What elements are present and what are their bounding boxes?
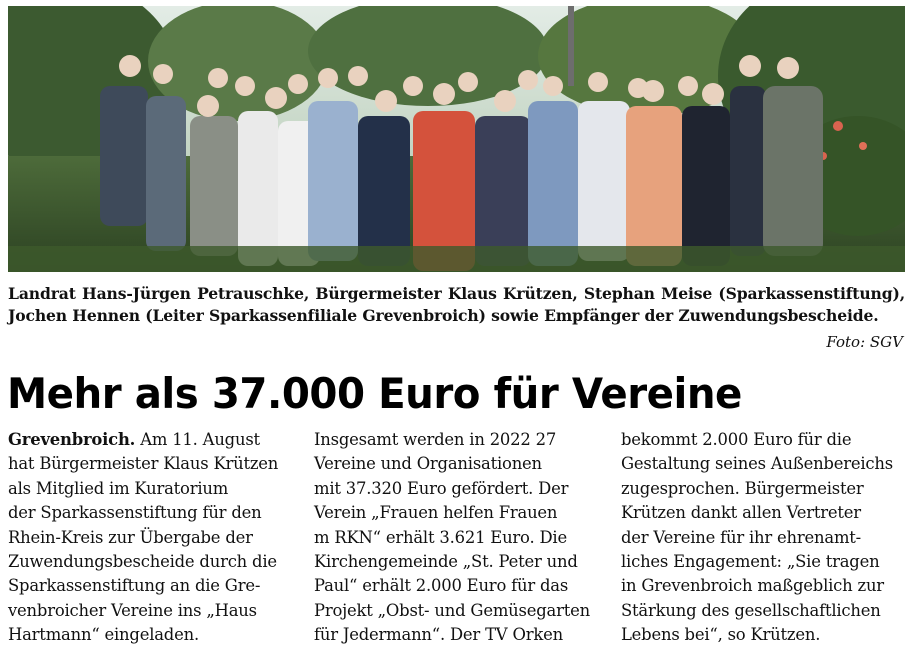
column-line: Verein „Frauen helfen Frauen bbox=[314, 503, 558, 523]
column-line: Gestaltung seines Außenbereichs bbox=[621, 454, 893, 474]
column-line: hat Bürgermeister Klaus Krützen bbox=[8, 454, 279, 474]
column-line: der Sparkassenstiftung für den bbox=[8, 503, 262, 523]
group-photo bbox=[8, 6, 905, 272]
article-column-3 bbox=[621, 428, 911, 648]
photo-credit: Foto: SGV bbox=[826, 333, 903, 351]
article-column-2 bbox=[314, 428, 604, 648]
column-line: als Mitglied im Kuratorium bbox=[8, 478, 229, 498]
column-line: Zuwendungsbescheide durch die bbox=[8, 552, 277, 572]
column-line: Kirchengemeinde „St. Peter und bbox=[314, 552, 578, 572]
column-line: bekommt 2.000 Euro für die bbox=[621, 430, 852, 449]
column-line: liches Engagement: „Sie tragen bbox=[621, 552, 880, 572]
column-line: zugesprochen. Bürgermeister bbox=[621, 478, 864, 498]
column-line: Sparkassenstiftung an die Gre- bbox=[8, 576, 261, 596]
caption-text: Landrat Hans-Jürgen Petrauschke, Bürgermeister Klaus Krützen, Stephan Meise (Sparkassenstiftung), Jochen Hennen (Leiter Sparkassenfiliale Grevenbroich) sowie Empfänger der Zuwendungsbescheide. bbox=[8, 284, 905, 325]
article-column-1 bbox=[8, 428, 298, 648]
column-line: venbroicher Vereine ins „Haus bbox=[8, 600, 257, 620]
column-line: Rhein-Kreis zur Übergabe der bbox=[8, 527, 253, 547]
column-line: Projekt „Obst- und Gemüsegarten bbox=[314, 600, 590, 620]
column-line: Stärkung des gesellschaftlichen bbox=[621, 600, 881, 620]
column-line: m RKN“ erhält 3.621 Euro. Die bbox=[314, 527, 567, 547]
column-line: der Vereine für ihr ehrenamt- bbox=[621, 527, 862, 547]
column-line: für Jedermann“. Der TV Orken bbox=[314, 625, 563, 645]
column-line bbox=[8, 428, 298, 452]
column-line: Insgesamt werden in 2022 27 bbox=[314, 430, 557, 449]
column-line: Paul“ erhält 2.000 Euro für das bbox=[314, 576, 569, 596]
column-line: Vereine und Organisationen bbox=[314, 454, 542, 474]
column-line: Hartmann“ eingeladen. bbox=[8, 625, 199, 645]
photo-caption bbox=[8, 283, 905, 327]
column-line: mit 37.320 Euro gefördert. Der bbox=[314, 478, 569, 498]
column-line: Lebens bei“, so Krützen. bbox=[621, 625, 821, 645]
dateline: Grevenbroich. bbox=[8, 430, 136, 449]
column-line: Krützen dankt allen Vertreter bbox=[621, 503, 861, 523]
column-line-text: Am 11. August bbox=[135, 430, 260, 449]
article-headline: Mehr als 37.000 Euro für Vereine bbox=[7, 369, 742, 418]
group-photo-illustration bbox=[8, 6, 905, 272]
column-line: in Grevenbroich maßgeblich zur bbox=[621, 576, 884, 596]
